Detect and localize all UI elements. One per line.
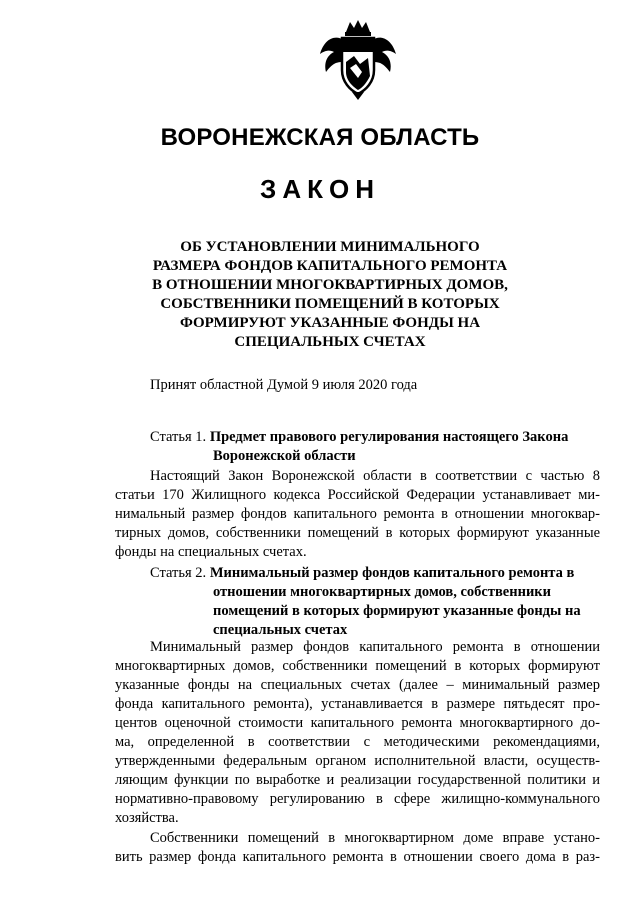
paragraph-line: нимальный размер фондов капитального ремонта в отношении многоквар- bbox=[115, 506, 600, 522]
paragraph-line: многоквартирных домов, собственники помещений в которых формируют bbox=[115, 658, 600, 674]
paragraph-line: ма, определенной в соответствии с методическими рекомендациями, bbox=[115, 734, 600, 750]
paragraph-line: ляющим функции по выработке и реализации государственной политики и bbox=[115, 772, 600, 788]
paragraph-line: Настоящий Закон Воронежской области в соответствии с частью 8 bbox=[150, 468, 600, 484]
paragraph-line: статьи 170 Жилищного кодекса Российской Федерации устанавливает ми- bbox=[115, 487, 600, 503]
article-1-heading bbox=[150, 428, 605, 466]
article-heading-line: отношении многоквартирных домов, собственники bbox=[213, 584, 552, 600]
paragraph-line: нормативно-правовому регулированию в сфере жилищно-коммунального bbox=[115, 791, 600, 807]
paragraph-line: фонда капитального ремонта), устанавливается в размере пятьдесят про- bbox=[115, 696, 600, 712]
title-line: РАЗМЕРА ФОНДОВ КАПИТАЛЬНОГО РЕМОНТА bbox=[152, 258, 508, 274]
paragraph-line: утвержденными федеральным органом исполнительной власти, осуществ- bbox=[115, 753, 600, 769]
article-heading-line: помещений в которых формируют указанные фонды на bbox=[213, 603, 581, 619]
title-line: СОБСТВЕННИКИ ПОМЕЩЕНИЙ В КОТОРЫХ bbox=[160, 296, 500, 312]
title-line: ОБ УСТАНОВЛЕНИИ МИНИМАЛЬНОГО bbox=[180, 239, 480, 255]
paragraph-line: вить размер фонда капитального ремонта в отношении своего дома в раз- bbox=[115, 849, 600, 865]
coat-of-arms-emblem bbox=[316, 18, 400, 102]
article-1-paragraph bbox=[115, 467, 600, 562]
title-line: ФОРМИРУЮТ УКАЗАННЫЕ ФОНДЫ НА bbox=[179, 315, 481, 331]
article-2-paragraph-2 bbox=[115, 829, 600, 867]
paragraph-line: Минимальный размер фондов капитального ремонта в отношении bbox=[150, 639, 600, 655]
article-2-paragraph-1 bbox=[115, 638, 600, 828]
article-2-heading bbox=[150, 564, 605, 640]
article-heading-line: Минимальный размер фондов капитального ремонта в bbox=[209, 565, 575, 581]
title-line: В ОТНОШЕНИИ МНОГОКВАРТИРНЫХ ДОМОВ, bbox=[152, 277, 508, 293]
article-heading-line: Предмет правового регулирования настоящего Закона bbox=[209, 429, 569, 445]
article-label: Статья 2. bbox=[150, 565, 210, 581]
adoption-date: Принят областной Думой 9 июля 2020 года bbox=[150, 377, 418, 393]
paragraph-line: указанные фонды на специальных счетах (далее – минимальный размер bbox=[115, 677, 600, 693]
region-name: ВОРОНЕЖСКАЯ ОБЛАСТЬ bbox=[160, 124, 480, 151]
law-title bbox=[120, 238, 540, 352]
paragraph-line: хозяйства. bbox=[115, 810, 179, 826]
article-label: Статья 1. bbox=[150, 429, 210, 445]
document-type: ЗАКОН bbox=[260, 174, 380, 204]
article-heading-line: Воронежской области bbox=[213, 448, 356, 464]
paragraph-line: тирных домов, собственники помещений в которых формируют указанные bbox=[115, 525, 600, 541]
paragraph-line: Собственники помещений в многоквартирном доме вправе устано- bbox=[150, 830, 600, 846]
paragraph-line: фонды на специальных счетах. bbox=[115, 544, 307, 560]
paragraph-line: центов оценочной стоимости капитального ремонта многоквартирного до- bbox=[115, 715, 600, 731]
article-heading-line: специальных счетах bbox=[213, 622, 348, 638]
title-line: СПЕЦИАЛЬНЫХ СЧЕТАХ bbox=[234, 334, 426, 350]
